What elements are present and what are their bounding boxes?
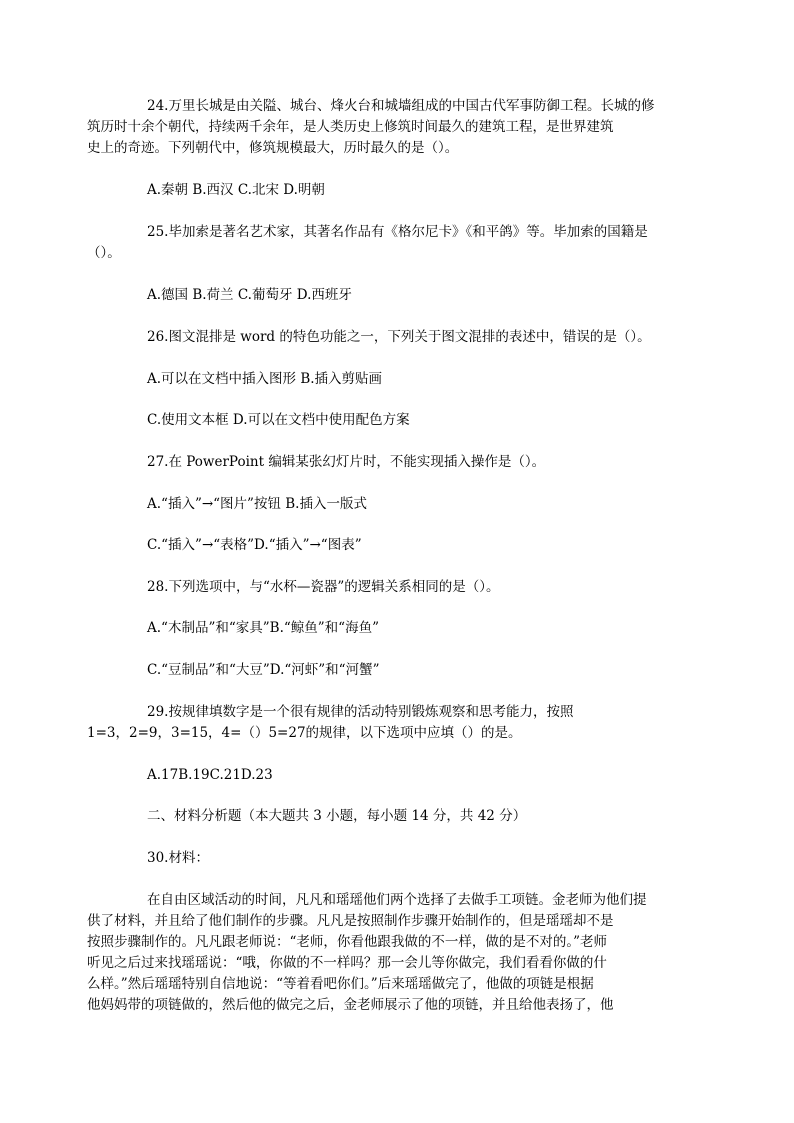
text-line: C.“插入”→“表格”D.“插入”→“图表”	[147, 537, 362, 553]
section-heading	[117, 806, 677, 827]
material-passage	[87, 890, 677, 1016]
text-line: C.“豆制品”和“大豆”D.“河虾”和“河蟹”	[147, 662, 380, 678]
text-line: 二、材料分析题（本大题共 3 小题，每小题 14 分，共 42 分）	[147, 808, 527, 824]
options-29	[117, 765, 677, 786]
text-line: A.“木制品”和“家具”B.“鲸鱼”和“海鱼”	[147, 620, 379, 636]
text-line: 28.下列选项中，与“水杯—瓷器”的逻辑关系相同的是（）。	[147, 579, 500, 595]
text-line: A.秦朝 B.西汉 C.北宋 D.明朝	[147, 182, 325, 198]
text-line: 29.按规律填数字是一个很有规律的活动特别锻炼观察和思考能力，按照	[147, 704, 574, 720]
text-line: A.17B.19C.21D.23	[147, 767, 273, 783]
question-30-label	[117, 848, 677, 869]
text-line: （）。	[87, 245, 121, 261]
options-26-cd	[117, 410, 677, 431]
question-27	[117, 452, 677, 473]
text-line: 按照步骤制作的。凡凡跟老师说：“老师，你看他跟我做的不一样，做的是不对的。”老师	[87, 934, 608, 950]
options-26-ab	[117, 369, 677, 390]
text-line: 25.毕加索是著名艺术家，其著名作品有《格尔尼卡》《和平鸽》等。毕加索的国籍是	[147, 224, 648, 240]
text-line: 史上的奇迹。下列朝代中，修筑规模最大，历时最久的是（）。	[87, 140, 459, 156]
text-line: 24.万里长城是由关隘、城台、烽火台和城墙组成的中国古代军事防御工程。长城的修	[147, 98, 655, 114]
text-line: 他妈妈带的项链做的，然后他的做完之后，金老师展示了他的项链，并且给他表扬了，他	[87, 997, 614, 1013]
options-27-ab	[117, 494, 677, 515]
text-line: 筑历时十余个朝代，持续两千余年，是人类历史上修筑时间最久的建筑工程，是世界建筑	[87, 119, 614, 135]
question-25	[87, 222, 677, 264]
text-line: 么样。”然后瑶瑶特别自信地说：“等着看吧你们。”后来瑶瑶做完了，他做的项链是根据	[87, 976, 594, 992]
question-29	[87, 702, 677, 744]
text-line: 在自由区域活动的时间，凡凡和瑶瑶他们两个选择了去做手工项链。金老师为他们提	[147, 892, 647, 908]
text-line: 1=3，2=9，3=15，4=（）5=27的规律，以下选项中应填（）的是。	[87, 725, 522, 741]
text-line: 26.图文混排是 word 的特色功能之一，下列关于图文混排的表述中，错误的是（）。	[147, 329, 651, 345]
text-line: 听见之后过来找瑶瑶说：“哦，你做的不一样吗？那一会儿等你做完，我们看看你做的什	[87, 955, 607, 971]
options-28-ab	[117, 618, 677, 639]
question-26	[117, 327, 677, 348]
text-line: A.“插入”→“图片”按钮 B.插入一版式	[147, 496, 367, 512]
options-28-cd	[117, 660, 677, 681]
text-line: C.使用文本框 D.可以在文档中使用配色方案	[147, 412, 410, 428]
text-line: A.德国 B.荷兰 C.葡萄牙 D.西班牙	[147, 287, 352, 303]
text-line: 供了材料，并且给了他们制作的步骤。凡凡是按照制作步骤开始制作的，但是瑶瑶却不是	[87, 913, 614, 929]
text-line: A.可以在文档中插入图形 B.插入剪贴画	[147, 371, 383, 387]
text-line: 30.材料：	[147, 850, 209, 866]
options-27-cd	[117, 535, 677, 556]
question-24	[87, 96, 677, 159]
question-28	[117, 577, 677, 598]
text-line: 27.在 PowerPoint 编辑某张幻灯片时，不能实现插入操作是（）。	[147, 454, 546, 470]
options-24	[117, 180, 677, 201]
options-25	[117, 285, 677, 306]
